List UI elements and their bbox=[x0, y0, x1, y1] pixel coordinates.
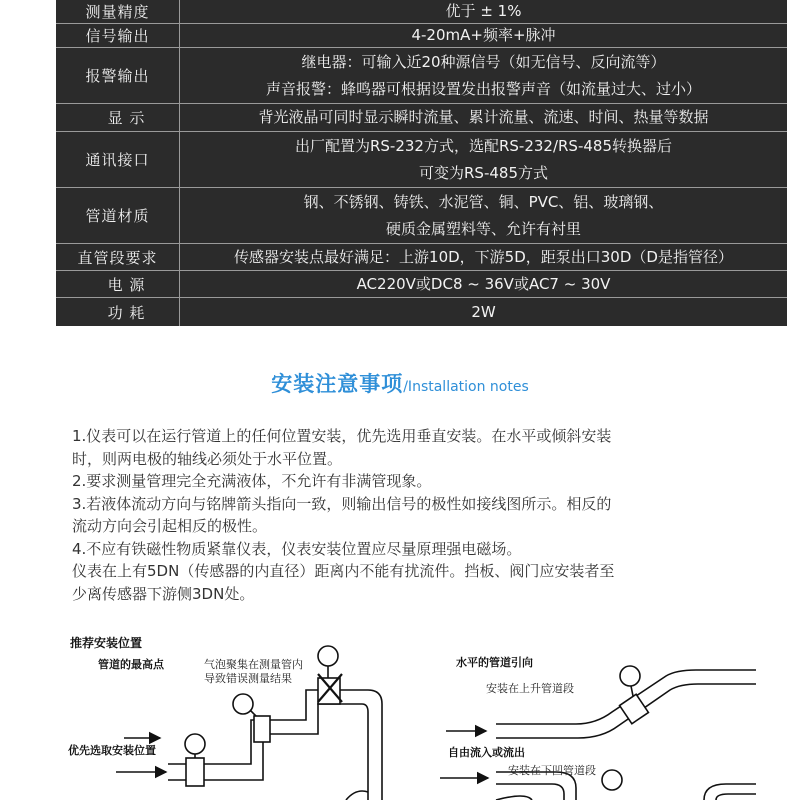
spec-label: 报警输出 bbox=[56, 48, 180, 103]
note-line: 1.仪表可以在运行管道上的任何位置安装，优先选用垂直安装。在水平或倾斜安装 bbox=[72, 427, 612, 445]
diagram-title: 推荐安装位置 bbox=[70, 636, 143, 650]
spec-label: 管道材质 bbox=[56, 188, 180, 243]
note-line: 流动方向会引起相反的极性。 bbox=[72, 517, 268, 535]
spec-label: 功 耗 bbox=[56, 298, 180, 326]
spec-value bbox=[180, 244, 787, 270]
label-install-dip: 安装在下凹管道段 bbox=[508, 764, 596, 777]
spec-row-signal-output bbox=[56, 24, 787, 48]
spec-value-line: 硬质金属塑料等、允许有衬里 bbox=[385, 219, 581, 238]
meter-gauge bbox=[318, 646, 338, 666]
spec-row-accuracy bbox=[56, 0, 787, 24]
spec-value-line: 背光液晶可同时显示瞬时流量、累计流量、流速、时间、热量等数据 bbox=[258, 108, 709, 126]
spec-label: 显 示 bbox=[56, 104, 180, 131]
pipe-bottom bbox=[496, 796, 532, 800]
installation-diagram bbox=[56, 624, 787, 800]
note-line: 少离传感器下游侧3DN处。 bbox=[72, 584, 255, 603]
spec-value-line: 优于 ± 1% bbox=[445, 2, 522, 20]
meter-gauge bbox=[620, 666, 640, 686]
sensor-box bbox=[186, 758, 204, 786]
spec-row-pipe-material bbox=[56, 188, 787, 244]
spec-row-power-supply bbox=[56, 271, 787, 298]
section-title-cn: 安装注意事项 bbox=[271, 372, 404, 396]
spec-value-line: 声音报警：蜂鸣器可根据设置发出报警声音（如流量过大、过小） bbox=[265, 79, 701, 98]
label-free-flow: 自由流入或流出 bbox=[448, 746, 525, 759]
spec-value bbox=[180, 271, 787, 297]
spec-value-line: 传感器安装点最好满足：上游10D，下游5D，距泵出口30D（D是指管径） bbox=[234, 247, 733, 266]
spec-value-line: 出厂配置为RS-232方式，选配RS-232/RS-485转换器后 bbox=[294, 136, 673, 155]
note-line: 时，则两电极的轴线必须处于水平位置。 bbox=[72, 449, 343, 468]
sensor-box bbox=[620, 694, 649, 723]
note-line: 4.不应有铁磁性物质紧靠仪表，仪表安装位置应尽量原理强电磁场。 bbox=[72, 539, 522, 558]
label-horizontal-pipe: 水平的管道引向 bbox=[456, 656, 533, 669]
installation-notes bbox=[72, 425, 742, 605]
spec-table bbox=[56, 0, 787, 326]
spec-row-straight-pipe bbox=[56, 244, 787, 271]
spec-row-alarm-output bbox=[56, 48, 787, 104]
section-title bbox=[0, 368, 800, 398]
spec-value-line: 4-20mA+频率+脉冲 bbox=[411, 26, 556, 44]
pipe-dip-right bbox=[704, 784, 756, 800]
label-preferred-position: 优先选取安装位置 bbox=[68, 744, 156, 757]
spec-label: 通讯接口 bbox=[56, 132, 180, 187]
label-bubble-note-1: 气泡聚集在测量管内 bbox=[204, 658, 303, 671]
spec-value bbox=[180, 132, 787, 187]
note-line: 3.若液体流动方向与铭牌箭头指向一致，则输出信号的极性如接线图所示。相反的 bbox=[72, 494, 612, 513]
spec-value-line: 2W bbox=[471, 302, 496, 321]
sensor-box bbox=[318, 678, 340, 704]
note-line: 2.要求测量管理完全充满液体，不允许有非满管现象。 bbox=[72, 472, 432, 490]
spec-row-comm-interface bbox=[56, 132, 787, 188]
meter-gauge bbox=[602, 770, 622, 790]
note-line: 仪表在上有5DN（传感器的内直径）距离内不能有扰流件。挡板、阀门应安装者至 bbox=[72, 562, 615, 580]
section-title-en: /Installation notes bbox=[403, 379, 529, 395]
spec-label: 直管段要求 bbox=[56, 244, 180, 270]
spec-value-line: 钢、不锈钢、铸铁、水泥管、铜、PVC、铝、玻璃钢、 bbox=[303, 192, 664, 211]
spec-value-line: AC220V或DC8 ~ 36V或AC7 ~ 30V bbox=[356, 274, 611, 293]
pipe-bottom bbox=[346, 791, 368, 800]
spec-row-power-consumption bbox=[56, 298, 787, 326]
label-highest-point: 管道的最高点 bbox=[98, 658, 164, 671]
label-install-rising: 安装在上升管道段 bbox=[486, 682, 574, 695]
meter-gauge bbox=[185, 734, 205, 754]
sensor-box bbox=[254, 716, 270, 742]
spec-value bbox=[180, 104, 787, 131]
spec-label: 电 源 bbox=[56, 271, 180, 297]
spec-value-line: 继电器：可输入近20种源信号（如无信号、反向流等） bbox=[301, 52, 666, 71]
spec-value bbox=[180, 0, 787, 23]
pipe-diagram-drawing bbox=[56, 624, 787, 800]
spec-value bbox=[180, 188, 787, 243]
spec-label: 信号输出 bbox=[56, 24, 180, 47]
spec-row-display bbox=[56, 104, 787, 132]
spec-value bbox=[180, 48, 787, 103]
label-bubble-note-2: 导致错误测量结果 bbox=[204, 672, 292, 685]
spec-value bbox=[180, 24, 787, 47]
spec-value-line: 可变为RS-485方式 bbox=[419, 163, 548, 182]
spec-label: 测量精度 bbox=[56, 0, 180, 23]
spec-value bbox=[180, 298, 787, 326]
